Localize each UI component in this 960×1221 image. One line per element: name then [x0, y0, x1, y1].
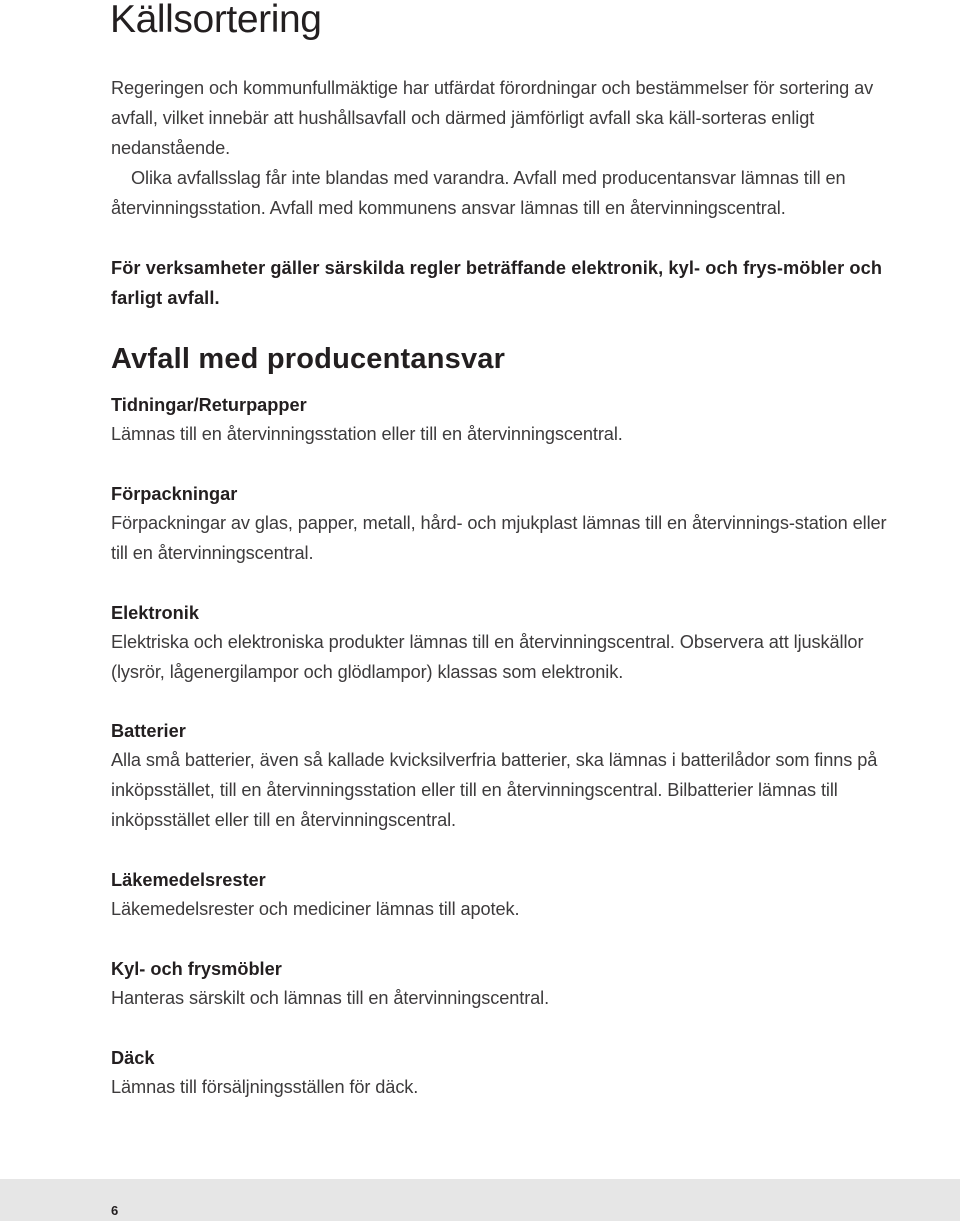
item-text: Hanteras särskilt och lämnas till en återvinningscentral.	[111, 988, 550, 1008]
intro-line-1: Regeringen och kommunfullmäktige har utfärdat förordningar och bestämmelser för sortering av avfall, vilket innebär att hushållsavfall och därmed jämförligt avfall ska käll-sorteras enligt nedanstående.	[111, 78, 874, 158]
section-heading: Avfall med producentansvar	[111, 343, 506, 375]
item-heading: Elektronik	[111, 603, 199, 623]
item-heading: Tidningar/Returpapper	[111, 395, 307, 415]
item-dack	[111, 1044, 896, 1102]
item-heading: Läkemedelsrester	[111, 870, 266, 890]
item-text: Elektriska och elektroniska produkter lämnas till en återvinningscentral. Observera att ljuskällor (lysrör, lågenergilampor och glödlampor) klassas som elektronik.	[111, 632, 864, 682]
item-text: Lämnas till försäljningsställen för däck.	[111, 1077, 419, 1097]
item-heading: Kyl- och frysmöbler	[111, 959, 282, 979]
item-heading: Förpackningar	[111, 484, 238, 504]
page-title: Källsortering	[110, 0, 322, 41]
item-heading: Batterier	[111, 721, 186, 741]
item-forpackningar	[111, 480, 896, 568]
item-heading: Däck	[111, 1048, 155, 1068]
item-text: Lämnas till en återvinningsstation eller till en återvinningscentral.	[111, 424, 623, 444]
page-number: 6	[111, 1203, 119, 1218]
footer-bar	[0, 1179, 960, 1221]
item-tidningar	[111, 391, 896, 449]
item-text: Förpackningar av glas, papper, metall, hård- och mjukplast lämnas till en återvinnings-station eller till en återvinningscentral.	[111, 513, 887, 563]
business-notice: För verksamheter gäller särskilda regler beträffande elektronik, kyl- och frys-möbler och farligt avfall.	[111, 258, 883, 308]
item-batterier	[111, 717, 896, 835]
item-lakemedelsrester	[111, 866, 896, 924]
item-kyl-frysmobler	[111, 955, 896, 1013]
item-text: Alla små batterier, även så kallade kvicksilverfria batterier, ska lämnas i batterilådor som finns på inköpsstället, till en återvinningsstation eller till en återvinningscentral. Bilbatterier lämnas till inköpsstället eller till en återvinningscentral.	[111, 750, 878, 830]
intro-line-2: Olika avfallsslag får inte blandas med varandra. Avfall med producentansvar lämnas till en återvinningsstation. Avfall med kommunens ansvar lämnas till en återvinningscentral.	[111, 168, 846, 218]
item-text: Läkemedelsrester och mediciner lämnas till apotek.	[111, 899, 520, 919]
intro-paragraph	[111, 73, 896, 223]
item-elektronik	[111, 599, 896, 687]
